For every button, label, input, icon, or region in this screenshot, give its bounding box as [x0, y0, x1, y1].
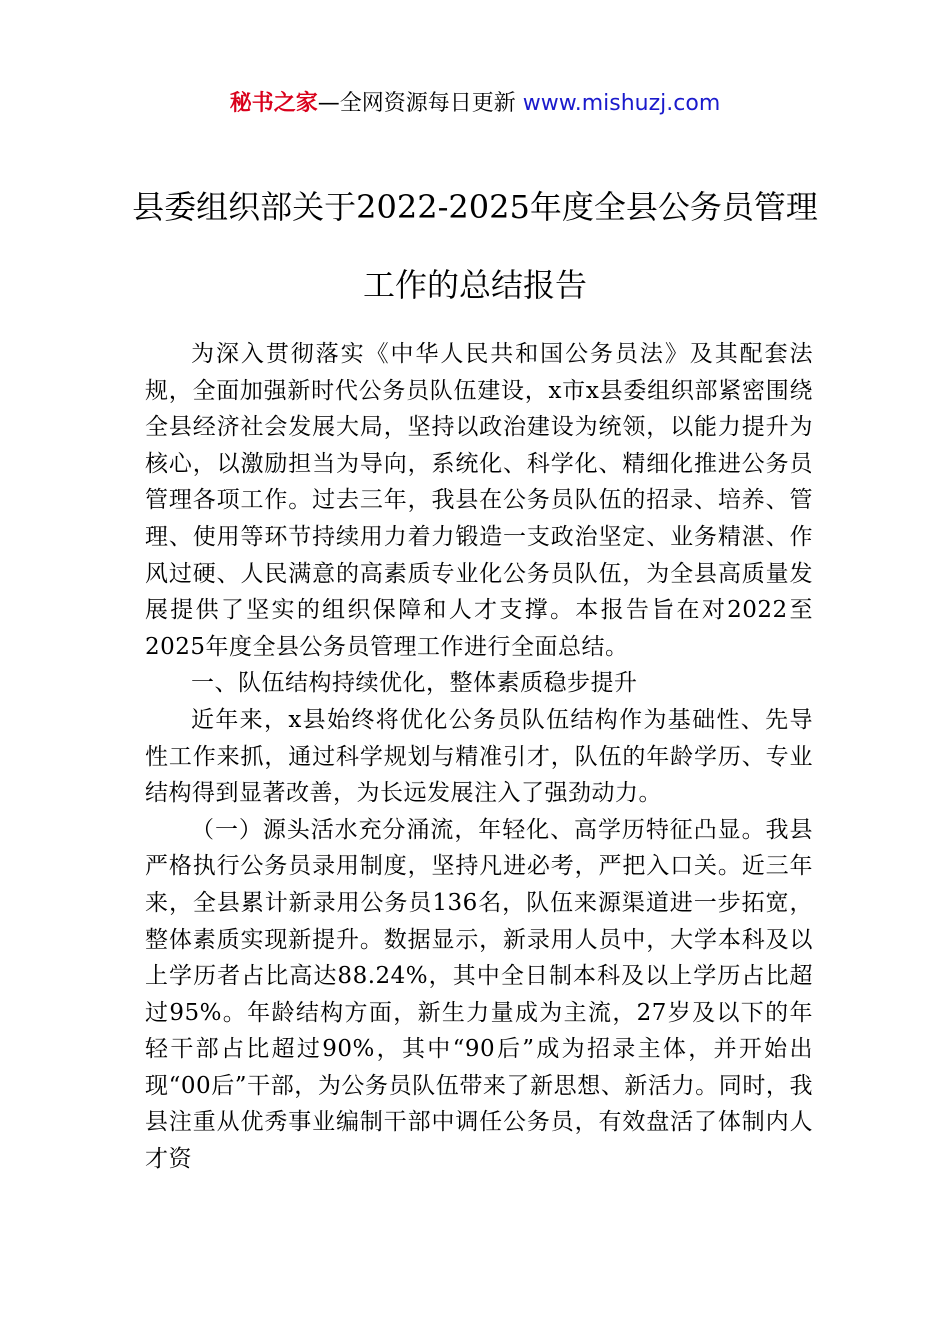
document-body — [145, 336, 813, 1178]
banner-tagline: —全网资源每日更新 — [317, 91, 523, 116]
site-banner — [0, 88, 950, 120]
section-paragraph: 近年来，x县始终将优化公务员队伍结构作为基础性、先导性工作来抓，通过科学规划与精准引才，队伍的年龄学历、专业结构得到显著改善，为长远发展注入了强劲动力。 — [145, 706, 813, 807]
site-url-link[interactable]: www.mishuzj.com — [522, 91, 721, 116]
document-title: 县委组织部关于2022-2025年度全县公务员管理工作的总结报告 — [132, 188, 818, 304]
intro-paragraph: 为深入贯彻落实《中华人民共和国公务员法》及其配套法规，全面加强新时代公务员队伍建设，x市x县委组织部紧密围绕全县经济社会发展大局，坚持以政治建设为统领，以能力提升为核心，以激励担当为导向，系统化、科学化、精细化推进公务员管理各项工作。过去三年，我县在公务员队伍的招录、培养、管理、使用等环节持续用力着力锻造一支政治坚定、业务精湛、作风过硬、人民满意的高素质专业化公务员队伍，为全县高质量发展提供了坚实的组织保障和人才支撑。本报告旨在对2022至2025年度全县公务员管理工作进行全面总结。 — [145, 341, 813, 660]
brand-name: 秘书之家 — [229, 91, 318, 116]
subsection-paragraph: （一）源头活水充分涌流，年轻化、高学历特征凸显。我县严格执行公务员录用制度，坚持凡进必考，严把入口关。近三年来，全县累计新录用公务员136名，队伍来源渠道进一步拓宽，整体素质实现新提升。数据显示，新录用人员中，大学本科及以上学历者占比高达88.24%，其中全日制本科及以上学历占比超过95%。年龄结构方面，新生力量成为主流，27岁及以下的年轻干部占比超过90%，其中“90后”成为招录主体，并开始出现“00后”干部，为公务员队伍带来了新思想、新活力。同时，我县注重从优秀事业编制干部中调任公务员，有效盘活了体制内人才资 — [145, 816, 813, 1173]
section-heading: 一、队伍结构持续优化，整体素质稳步提升 — [191, 670, 638, 697]
